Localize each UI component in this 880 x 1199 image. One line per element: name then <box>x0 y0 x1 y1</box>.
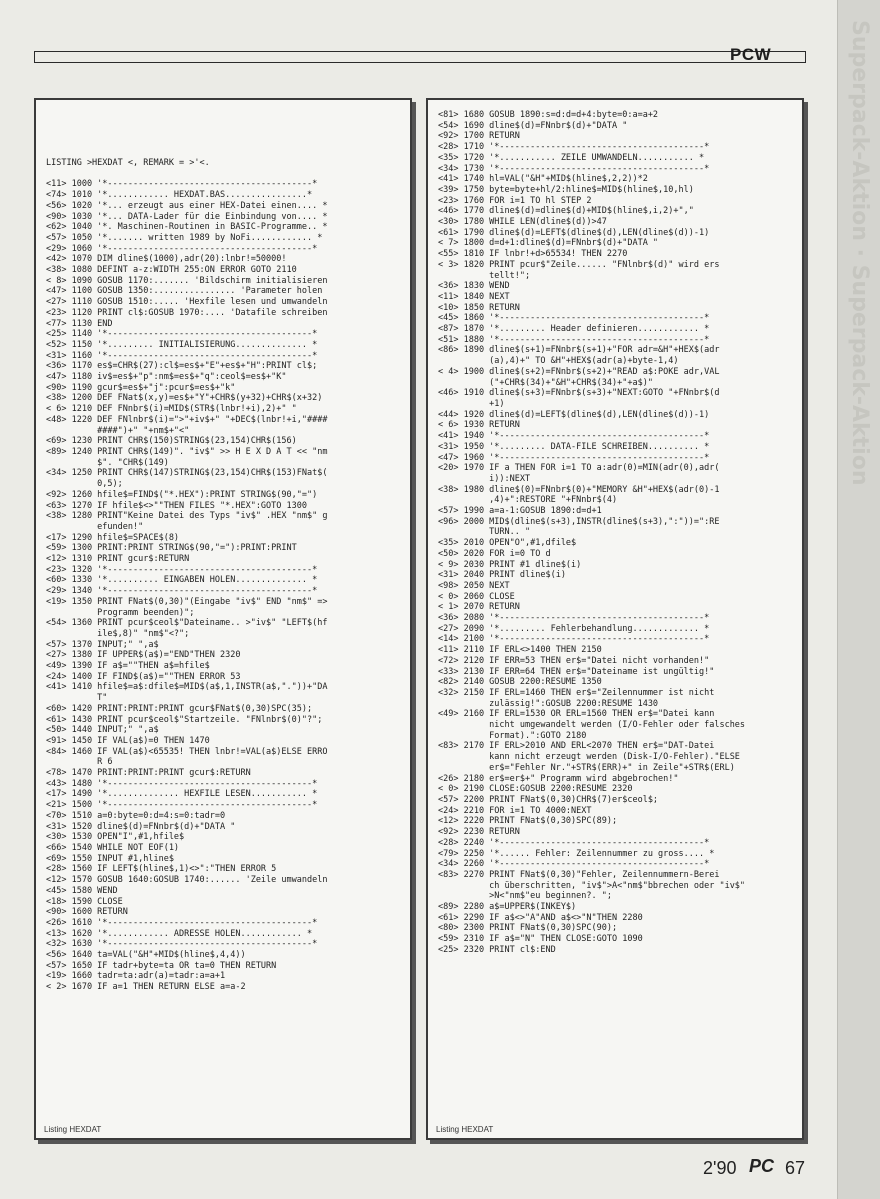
code-line: < 0> 2190 CLOSE:GOSUB 2200:RESUME 2320 <box>438 784 633 795</box>
code-line: <38> 1200 DEF FNat$(x,y)=es$+"Y"+CHR$(y+32)+CHR$(x+32) <box>46 393 323 404</box>
code-line: < 4> 1900 dline$(s+2)=FNnbr$(s+2)+"READ a$:POKE adr,VAL <box>438 366 720 377</box>
code-line: <41> 1410 hfile$=a$:dfile$=MID$(a$,1,INSTR(a$,"."))+"DA <box>46 682 328 693</box>
code-line: < 0> 2060 CLOSE <box>438 591 515 602</box>
code-line: <34> 1730 '*----------------------------------------* <box>438 163 710 174</box>
code-line: <44> 1920 dline$(d)=LEFT$(dline$(d),LEN(dline$(d))-1) <box>438 409 710 420</box>
code-line: < 6> 1210 DEF FNnbr$(i)=MID$(STR$(lnbr!+i),2)+" " <box>46 404 297 415</box>
code-line: <51> 1880 '*----------------------------------------* <box>438 334 710 345</box>
code-line: <50> 2020 FOR i=0 TO d <box>438 548 551 559</box>
code-line: <30> 1530 OPEN"I",#1,hfile$ <box>46 832 185 843</box>
code-line: <28> 2240 '*----------------------------------------* <box>438 837 710 848</box>
code-line: <84> 1460 IF VAL(a$)<65535! THEN lnbr!=VAL(a$)ELSE ERRO <box>46 746 328 757</box>
code-line: <12> 1310 PRINT gcur$:RETURN <box>46 554 190 565</box>
code-line: <98> 2050 NEXT <box>438 580 510 591</box>
code-line: <46> 1770 dline$(d)=dline$(d)+MID$(hline$,i,2)+"," <box>438 206 694 217</box>
code-line: <61> 2290 IF a$<>"A"AND a$<>"N"THEN 2280 <box>438 912 643 923</box>
code-line: <79> 2250 '*...... Fehler: Zeilennummer zu gross.... * <box>438 848 715 859</box>
code-line: <74> 1010 '*............ HEXDAT.BAS................* <box>46 190 313 201</box>
code-line: <77> 1130 END <box>46 318 113 329</box>
listing-caption-left: Listing HEXDAT <box>44 1125 102 1134</box>
code-line: <31> 1160 '*----------------------------------------* <box>46 350 318 361</box>
code-line: <60> 1420 PRINT:PRINT:PRINT gcur$FNat$(0,30)SPC(35); <box>46 703 313 714</box>
code-line: <14> 2100 '*----------------------------------------* <box>438 634 710 645</box>
code-line: <11> 1000 '*----------------------------------------* <box>46 179 318 190</box>
code-line: <10> 1850 RETURN <box>438 302 520 313</box>
code-line: <48> 1220 DEF FNlnbr$(i)=">"+iv$+" "+DEC$(lnbr!+i,"#### <box>46 414 328 425</box>
code-line: <11> 1840 NEXT <box>438 291 510 302</box>
section-header-rule-cap <box>795 51 806 63</box>
code-line: >N<"nm$"eu beginnen?. "; <box>438 891 612 902</box>
code-line: <86> 1890 dline$(s+1)=FNnbr$(s+1)+"FOR adr=&H"+HEX$(adr <box>438 345 720 356</box>
code-line: <38> 1080 DEFINT a-z:WIDTH 255:ON ERROR GOTO 2110 <box>46 265 297 276</box>
code-line: < 2> 1670 IF a=1 THEN RETURN ELSE a=a-2 <box>46 982 246 993</box>
page-number: 67 <box>785 1158 806 1178</box>
code-line: <32> 2150 IF ERL=1460 THEN er$="Zeilennummer ist nicht <box>438 687 715 698</box>
code-line: <17> 1290 hfile$=SPACE$(8) <box>46 532 180 543</box>
code-line: <72> 2120 IF ERR=53 THEN er$="Datei nicht vorhanden!" <box>438 655 710 666</box>
code-line: <32> 1630 '*----------------------------------------* <box>46 939 318 950</box>
code-line: <28> 1710 '*----------------------------------------* <box>438 142 710 153</box>
code-line: <34> 2260 '*----------------------------------------* <box>438 859 710 870</box>
code-line: <47> 1960 '*----------------------------------------* <box>438 452 710 463</box>
listing-code-right <box>438 110 796 956</box>
code-line: <57> 1050 '*....... written 1989 by NoFi............ * <box>46 232 323 243</box>
code-line: <82> 2140 GOSUB 2200:RESUME 1350 <box>438 677 602 688</box>
code-line: <61> 1790 dline$(d)=LEFT$(dline$(d),LEN(dline$(d))-1) <box>438 227 710 238</box>
code-line: <54> 1690 dline$(d)=FNnbr$(d)+"DATA " <box>438 120 628 131</box>
code-line: <92> 2230 RETURN <box>438 827 520 838</box>
code-line: <30> 1780 WHILE LEN(dline$(d))>47 <box>438 217 607 228</box>
adjacent-page-spine <box>837 0 880 1199</box>
code-line: < 1> 2070 RETURN <box>438 602 520 613</box>
code-line: <57> 1370 INPUT;" ",a$ <box>46 639 159 650</box>
code-line: er$="Fehler Nr."+STR$(ERR)+" in Zeile"+STR$(ERL) <box>438 762 735 773</box>
code-line: < 6> 1930 RETURN <box>438 420 520 431</box>
code-line: <31> 1950 '*......... DATA-FILE SCHREIBEN.......... * <box>438 441 710 452</box>
code-line: < 3> 1820 PRINT pcur$"Zeile...... "FNlnbr$(d)" wird ers <box>438 259 720 270</box>
code-line: <54> 1360 PRINT pcur$ceol$"Dateiname.. >"iv$" "LEFT$(hf <box>46 618 328 629</box>
code-line: <39> 1750 byte=byte+hl/2:hline$=MID$(hline$,10,hl) <box>438 184 694 195</box>
code-line: <33> 2130 IF ERR=64 THEN er$="Dateiname ist ungültig!" <box>438 666 715 677</box>
code-line: ile$,8)" "nm$"<?"; <box>46 628 190 639</box>
code-line: <49> 2160 IF ERL=1530 OR ERL=1560 THEN er$="Datei kann <box>438 709 715 720</box>
code-line: <41> 1740 hl=VAL("&H"+MID$(hline$,2,2))*2 <box>438 174 648 185</box>
code-line: <28> 1560 IF LEFT$(hline$,1)<>":"THEN ERROR 5 <box>46 864 277 875</box>
code-line: <38> 1980 dline$(0)=FNnbr$(0)+"MEMORY &H"+HEX$(adr(0)-1 <box>438 484 720 495</box>
code-line: <96> 2000 MID$(dline$(s+3),INSTR(dline$(s+3),":"))=":RE <box>438 516 720 527</box>
code-line: < 9> 2030 PRINT #1 dline$(i) <box>438 559 582 570</box>
code-line: <19> 1660 tadr=ta:adr(a)=tadr:a=a+1 <box>46 971 226 982</box>
code-line: <92> 1700 RETURN <box>438 131 520 142</box>
code-line: <81> 1680 GOSUB 1890:s=d:d=d+4:byte=0:a=a+2 <box>438 110 659 120</box>
code-line: <11> 2110 IF ERL<>1400 THEN 2150 <box>438 645 602 656</box>
code-line: <52> 1150 '*......... INITIALISIERUNG.............. * <box>46 339 318 350</box>
code-line: <17> 1490 '*.............. HEXFILE LESEN........... * <box>46 789 318 800</box>
code-line: <61> 1430 PRINT pcur$ceol$"Startzeile. "FNlnbr$(0)"?"; <box>46 714 323 725</box>
code-line: <12> 1570 GOSUB 1640:GOSUB 1740:...... 'Zeile umwandeln <box>46 875 328 886</box>
code-line: <27> 1380 IF UPPER$(a$)="END"THEN 2320 <box>46 650 241 661</box>
code-line: <46> 1910 dline$(s+3)=FNnbr$(s+3)+"NEXT:GOTO "+FNnbr$(d <box>438 388 720 399</box>
code-line: <50> 1440 INPUT;" ",a$ <box>46 725 159 736</box>
code-line: ("+CHR$(34)+"&H"+CHR$(34)+"+a$)" <box>438 377 653 388</box>
code-line: <43> 1480 '*----------------------------------------* <box>46 778 318 789</box>
code-line: <25> 2320 PRINT cl$:END <box>438 944 556 955</box>
code-line: <38> 1280 PRINT"Keine Datei des Typs "iv$" .HEX "nm$" g <box>46 511 328 522</box>
code-line: <83> 2170 IF ERL>2010 AND ERL<2070 THEN er$="DAT-Datei <box>438 741 715 752</box>
code-line: <69> 1230 PRINT CHR$(150)STRING$(23,154)CHR$(156) <box>46 436 297 447</box>
section-label: PCW <box>730 45 772 64</box>
code-line: <35> 1720 '*........... ZEILE UMWANDELN........... * <box>438 152 705 163</box>
code-line: <23> 1120 PRINT cl$:GOSUB 1970:.... 'Datafile schreiben <box>46 307 328 318</box>
code-line: <25> 1140 '*----------------------------------------* <box>46 329 318 340</box>
code-line: <57> 1990 a=a-1:GOSUB 1890:d=d+1 <box>438 506 602 517</box>
code-line: <56> 1020 '*... erzeugt aus einer HEX-Datei einen.... * <box>46 200 328 211</box>
code-line: <89> 2280 a$=UPPER$(INKEY$) <box>438 902 577 913</box>
code-line: <36> 2080 '*----------------------------------------* <box>438 613 710 624</box>
code-line: Format).":GOTO 2180 <box>438 730 587 741</box>
code-line: <27> 1110 GOSUB 1510:..... 'Hexfile lesen und umwandeln <box>46 297 328 308</box>
code-line: <31> 1520 dline$(d)=FNnbr$(d)+"DATA " <box>46 821 236 832</box>
code-line: <78> 1470 PRINT:PRINT:PRINT gcur$:RETURN <box>46 768 251 779</box>
code-line: <66> 1540 WHILE NOT EOF(1) <box>46 843 180 853</box>
code-line: <34> 1250 PRINT CHR$(147)STRING$(23,154)CHR$(153)FNat$( <box>46 468 328 479</box>
issue-number: 2'90 <box>703 1158 737 1178</box>
code-line: <29> 1060 '*----------------------------------------* <box>46 243 318 254</box>
code-line: <59> 1300 PRINT:PRINT STRING$(90,"="):PRINT:PRINT <box>46 543 297 554</box>
code-line: <41> 1940 '*----------------------------------------* <box>438 431 710 442</box>
code-line: <69> 1550 INPUT #1,hline$ <box>46 853 174 864</box>
section-header-rule <box>34 51 798 63</box>
listing-caption-right: Listing HEXDAT <box>436 1125 494 1134</box>
listing-panel-right <box>426 98 804 1140</box>
code-line: LISTING >HEXDAT <, REMARK = >'<. <box>46 158 210 168</box>
code-line: <70> 1510 a=0:byte=0:d=4:s=0:tadr=0 <box>46 810 226 821</box>
code-line: <87> 1870 '*......... Header definieren............ * <box>438 324 710 335</box>
code-line: <36> 1170 es$=CHR$(27):cl$=es$+"E"+es$+"H":PRINT cl$; <box>46 361 318 372</box>
code-line: <47> 1180 iv$=es$+"p":nm$=es$+"q":ceol$=es$+"K" <box>46 372 287 383</box>
code-line: < 8> 1090 GOSUB 1170:....... 'Bildschirm initialisieren <box>46 275 328 286</box>
listing-code-left <box>46 158 404 993</box>
code-line: <45> 1860 '*----------------------------------------* <box>438 313 710 324</box>
code-line: <83> 2270 PRINT FNat$(0,30)"Fehler, Zeilennummern-Berei <box>438 869 720 880</box>
code-line: <36> 1830 WEND <box>438 281 510 292</box>
code-line: <49> 1390 IF a$=""THEN a$=hfile$ <box>46 661 210 672</box>
code-line: <60> 1330 '*.......... EINGABEN HOLEN.............. * <box>46 575 318 586</box>
code-line: <63> 1270 IF hfile$<>""THEN FILES "*.HEX":GOTO 1300 <box>46 500 307 511</box>
code-line: <26> 2180 er$=er$+" Programm wird abgebrochen!" <box>438 773 679 784</box>
code-line: <26> 1610 '*----------------------------------------* <box>46 917 318 928</box>
code-line: <47> 1100 GOSUB 1350:................ 'Parameter holen <box>46 286 323 297</box>
code-line: i)):NEXT <box>438 473 531 484</box>
code-line: <92> 1260 hfile$=FIND$("*.HEX"):PRINT STRING$(90,"=") <box>46 489 318 500</box>
code-line: T" <box>46 693 108 704</box>
code-line: <21> 1500 '*----------------------------------------* <box>46 800 318 811</box>
code-line: <57> 1650 IF tadr+byte=ta OR ta=0 THEN RETURN <box>46 960 277 971</box>
code-line: <35> 2010 OPEN"O",#1,dfile$ <box>438 538 577 549</box>
code-line: <59> 2310 IF a$="N" THEN CLOSE:GOTO 1090 <box>438 934 643 945</box>
code-line: zulässig!":GOSUB 2200:RESUME 1430 <box>438 698 659 709</box>
code-line: ####")+" "+nm$+"<" <box>46 425 190 436</box>
code-line: TURN.. " <box>438 527 531 538</box>
listing-panel-left <box>34 98 412 1140</box>
code-line: <80> 2300 PRINT FNat$(0,30)SPC(90); <box>438 923 618 934</box>
code-line: efunden!" <box>46 521 144 532</box>
magazine-logo: PC <box>749 1156 775 1176</box>
code-line: <90> 1190 gcur$=es$+"j":pcur$=es$+"k" <box>46 382 236 393</box>
code-line: <19> 1350 PRINT FNat$(0,30)"(Eingabe "iv$" END "nm$" => <box>46 596 328 607</box>
code-line: <57> 2200 PRINT FNat$(0,30)CHR$(7)er$ceol$; <box>438 795 659 805</box>
code-line: nicht umgewandelt werden (I/O-Fehler oder falsches <box>438 720 746 731</box>
code-line: <23> 1320 '*----------------------------------------* <box>46 564 318 575</box>
code-line: <27> 2090 '*......... Fehlerbehandlung............. * <box>438 623 710 634</box>
code-line: <91> 1450 IF VAL(a$)=0 THEN 1470 <box>46 735 210 746</box>
code-line: <24> 2210 FOR i=1 TO 4000:NEXT <box>438 805 592 816</box>
code-line: <89> 1240 PRINT CHR$(149)". "iv$" >> H E X D A T << "nm <box>46 446 328 457</box>
code-line: <29> 1340 '*----------------------------------------* <box>46 586 318 597</box>
spine-text: Superpack-Aktion · Superpack-Aktion <box>847 20 872 486</box>
code-line: kann nicht erzeugt werden (Disk-I/O-Fehler)."ELSE <box>438 752 740 763</box>
code-line: <56> 1640 ta=VAL("&H"+MID$(hline$,4,4)) <box>46 950 246 961</box>
code-line: ,4)+":RESTORE "+FNnbr$(4) <box>438 495 618 506</box>
code-line: $". "CHR$(149) <box>46 457 169 468</box>
code-line: <23> 1760 FOR i=1 TO hl STEP 2 <box>438 195 592 206</box>
code-line: (a),4)+" TO &H"+HEX$(adr(a)+byte-1,4) <box>438 356 679 367</box>
code-line: <31> 2040 PRINT dline$(i) <box>438 570 566 581</box>
code-line: Programm beenden)"; <box>46 607 195 618</box>
code-line: tellt!"; <box>438 270 531 281</box>
code-line: <12> 2220 PRINT FNat$(0,30)SPC(89); <box>438 816 618 827</box>
code-line: <42> 1070 DIM dline$(1000),adr(20):lnbr!=50000! <box>46 254 287 265</box>
code-line: <24> 1400 IF FIND$(a$)=""THEN ERROR 53 <box>46 671 241 682</box>
code-line: <13> 1620 '*............ ADRESSE HOLEN............ * <box>46 928 313 939</box>
code-line: <45> 1580 WEND <box>46 885 118 896</box>
code-line: <62> 1040 '*. Maschinen-Routinen in BASIC-Programme.. * <box>46 222 328 233</box>
code-line: <20> 1970 IF a THEN FOR i=1 TO a:adr(0)=MIN(adr(0),adr( <box>438 463 720 474</box>
code-line: 0,5); <box>46 479 123 490</box>
code-line: <90> 1030 '*... DATA-Lader für die Einbindung von.... * <box>46 211 328 222</box>
code-line: <18> 1590 CLOSE <box>46 896 123 907</box>
code-line: ch überschritten, "iv$">A<"nm$"bbrechen oder "iv$" <box>438 880 746 891</box>
code-line: +1) <box>438 398 505 409</box>
code-line: < 7> 1800 d=d+1:dline$(d)=FNnbr$(d)+"DATA " <box>438 238 659 249</box>
code-line: <90> 1600 RETURN <box>46 907 128 918</box>
code-line: R 6 <box>46 757 113 768</box>
code-line: <55> 1810 IF lnbr!+d>65534! THEN 2270 <box>438 249 628 260</box>
